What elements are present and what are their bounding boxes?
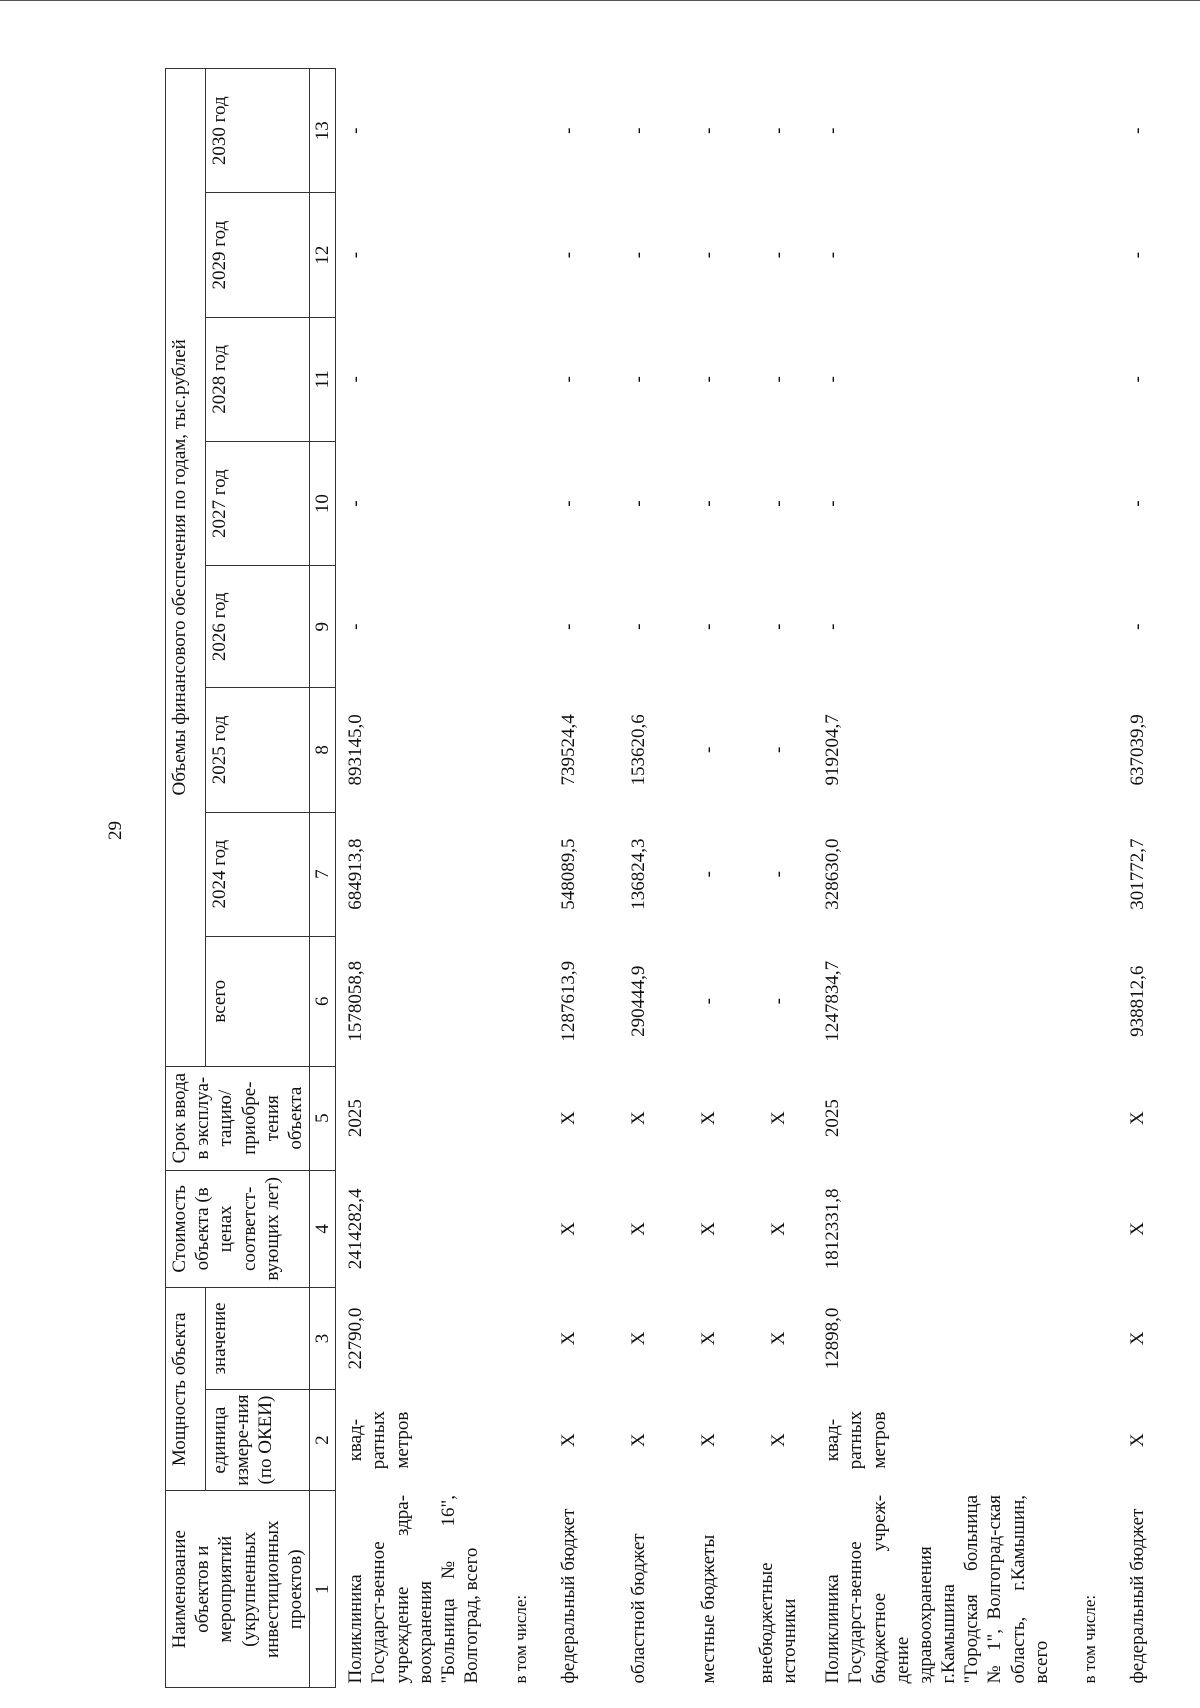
header-volumes: Объемы финансового обеспечения по годам, тыс.рублей	[166, 69, 206, 1067]
row-cell-col-8: -	[767, 746, 789, 754]
row-cell-col-7: 684913,8	[345, 838, 367, 910]
table-row	[1055, 69, 1103, 1688]
row-cell-col-2: квад-ратных метров	[822, 1411, 890, 1470]
table-body	[336, 69, 1173, 1688]
row-cell-col-8: 893145,0	[345, 714, 367, 786]
row-cell-col-7: -	[697, 870, 719, 878]
row-cell-col-12: -	[767, 251, 789, 259]
table-row	[533, 69, 603, 1688]
row-cell-col-13: -	[557, 127, 579, 134]
row-cell-col-7: 548089,5	[557, 838, 579, 910]
header-total: всего	[205, 936, 310, 1066]
column-number-6: 6	[310, 936, 336, 1066]
row-cell-col-11: -	[1127, 376, 1149, 383]
row-cell-col-12: -	[627, 251, 649, 259]
row-name: областной бюджет	[627, 1533, 649, 1684]
row-cell-col-11: -	[345, 376, 367, 383]
row-cell-col-5: X	[767, 1111, 789, 1126]
row-cell-col-13: -	[627, 127, 649, 134]
table-row	[485, 69, 533, 1688]
row-cell-col-12: -	[1127, 251, 1149, 259]
column-numbers-row	[310, 69, 336, 1688]
header-capacity: Мощность объекта	[166, 1288, 206, 1491]
header-year-2026: 2026 год	[205, 566, 310, 688]
row-cell-col-12: -	[557, 251, 579, 259]
row-cell-col-5: X	[1127, 1111, 1149, 1126]
row-label: в том числе:	[510, 1594, 530, 1684]
column-number-9: 9	[310, 566, 336, 688]
header-year-2030: 2030 год	[205, 69, 310, 193]
row-cell-col-9: -	[345, 623, 367, 630]
row-cell-col-10: -	[627, 500, 649, 507]
row-cell-col-6: -	[697, 998, 719, 1005]
row-cell-col-10: -	[557, 500, 579, 507]
row-cell-col-2: X	[697, 1433, 719, 1447]
table-row	[336, 69, 486, 1688]
table-row	[743, 69, 813, 1688]
header-unit: единица измере-ния (по ОКЕИ)	[205, 1389, 310, 1491]
row-cell-col-10: -	[345, 500, 367, 507]
row-cell-col-7: 301772,7	[1127, 838, 1149, 910]
row-cell-col-10: -	[1127, 500, 1149, 507]
row-cell-col-6: 290444,9	[627, 965, 649, 1037]
row-cell-col-12: -	[822, 251, 844, 259]
row-cell-col-13: -	[345, 127, 367, 134]
row-cell-col-2: X	[557, 1433, 579, 1447]
column-number-3: 3	[310, 1288, 336, 1390]
row-cell-col-6: 1578058,8	[345, 960, 367, 1042]
header-year-2024: 2024 год	[205, 812, 310, 936]
row-cell-col-4: X	[1127, 1221, 1149, 1236]
row-cell-col-4: X	[697, 1221, 719, 1236]
rotated-page	[165, 68, 1200, 1688]
row-cell-col-10: -	[697, 500, 719, 507]
row-cell-col-11: -	[557, 376, 579, 383]
row-cell-col-9: -	[767, 623, 789, 630]
row-cell-col-4: X	[627, 1221, 649, 1236]
column-number-8: 8	[310, 688, 336, 812]
row-cell-col-8: 919204,7	[822, 714, 844, 786]
row-cell-col-10: -	[767, 500, 789, 507]
row-cell-col-5: X	[627, 1111, 649, 1126]
page-top-rule	[0, 0, 1200, 1]
row-cell-col-4: X	[557, 1221, 579, 1236]
row-cell-col-6: -	[767, 998, 789, 1005]
table-row	[1103, 69, 1173, 1688]
row-cell-col-11: -	[767, 376, 789, 383]
row-cell-col-4: 1812331,8	[822, 1188, 844, 1270]
row-name: федеральный бюджет	[1127, 1508, 1149, 1684]
row-cell-col-5: 2025	[822, 1099, 844, 1138]
row-cell-col-9: -	[1127, 623, 1149, 630]
row-cell-col-7: -	[767, 870, 789, 878]
row-cell-col-4: X	[767, 1221, 789, 1236]
row-cell-col-12: -	[345, 251, 367, 259]
header-cost: Стоимость объекта (в ценах соответст-вующих лет)	[166, 1170, 310, 1287]
row-cell-col-6: 1287613,9	[557, 960, 579, 1042]
column-number-13: 13	[310, 69, 336, 193]
row-cell-col-2: X	[627, 1433, 649, 1447]
column-number-1: 1	[310, 1491, 336, 1688]
header-year-2027: 2027 год	[205, 441, 310, 565]
header-year-2025: 2025 год	[205, 688, 310, 812]
row-cell-col-13: -	[1127, 127, 1149, 134]
row-cell-col-3: X	[557, 1331, 579, 1346]
column-number-10: 10	[310, 441, 336, 565]
column-number-5: 5	[310, 1066, 336, 1170]
row-cell-col-11: -	[697, 376, 719, 383]
row-cell-col-3: 12898,0	[822, 1307, 844, 1370]
row-cell-col-2: квад-ратных метров	[345, 1411, 413, 1470]
row-cell-col-3: 22790,0	[345, 1307, 367, 1370]
column-number-4: 4	[310, 1170, 336, 1287]
header-value: значение	[205, 1288, 310, 1390]
row-cell-col-9: -	[697, 623, 719, 630]
row-name: федеральный бюджет	[557, 1508, 579, 1684]
row-cell-col-3: X	[627, 1331, 649, 1346]
column-number-7: 7	[310, 812, 336, 936]
row-cell-col-9: -	[627, 623, 649, 630]
row-cell-col-3: X	[697, 1331, 719, 1346]
row-label: в том числе:	[1080, 1594, 1100, 1684]
row-cell-col-3: X	[1127, 1331, 1149, 1346]
row-name: Поликлиника Государст-венное учреждение здра-воохранения "Больница № 16", Волгоград, всего	[345, 1494, 483, 1684]
table-row	[813, 69, 1055, 1688]
row-cell-col-5: 2025	[345, 1099, 367, 1138]
row-cell-col-2: X	[767, 1433, 789, 1447]
row-cell-col-8: 637039,9	[1127, 714, 1149, 786]
page-number: 29	[105, 821, 126, 840]
column-number-11: 11	[310, 317, 336, 441]
row-cell-col-7: 136824,3	[627, 838, 649, 910]
row-cell-col-5: X	[557, 1111, 579, 1126]
row-cell-col-4: 2414282,4	[345, 1188, 367, 1270]
header-year-2028: 2028 год	[205, 317, 310, 441]
row-cell-col-9: -	[557, 623, 579, 630]
column-number-2: 2	[310, 1389, 336, 1491]
row-cell-col-3: X	[767, 1331, 789, 1346]
header-term: Срок ввода в эксплуа-тацию/ приобре-тения объекта	[166, 1066, 310, 1170]
row-cell-col-7: 328630,0	[822, 838, 844, 910]
row-cell-col-6: 938812,6	[1127, 965, 1149, 1037]
row-cell-col-8: -	[697, 746, 719, 754]
row-cell-col-2: X	[1127, 1433, 1149, 1447]
investment-table	[165, 68, 1173, 1688]
header-year-2029: 2029 год	[205, 193, 310, 317]
table-row	[603, 69, 673, 1688]
row-name: местные бюджеты	[697, 1534, 719, 1684]
row-cell-col-13: -	[767, 127, 789, 134]
row-name: Поликлиника Государст-венное бюджетное учреж-дение здравоохранения г.Камышина "Городская больница № 1", Волгоград-ская область, г.Камышин, всего	[822, 1494, 1052, 1684]
row-cell-col-5: X	[697, 1111, 719, 1126]
table-row	[673, 69, 743, 1688]
row-name: внебюджетные источники	[756, 1562, 801, 1684]
row-cell-col-11: -	[627, 376, 649, 383]
header-name: Наименование объектов и мероприятий (укрупненных инвестиционных проектов)	[166, 1491, 310, 1688]
row-cell-col-13: -	[822, 127, 844, 134]
row-cell-col-9: -	[822, 623, 844, 630]
row-cell-col-10: -	[822, 500, 844, 507]
row-cell-col-8: 153620,6	[627, 714, 649, 786]
row-cell-col-11: -	[822, 376, 844, 383]
row-cell-col-6: 1247834,7	[822, 960, 844, 1042]
row-cell-col-13: -	[697, 127, 719, 134]
column-number-12: 12	[310, 193, 336, 317]
row-cell-col-12: -	[697, 251, 719, 259]
row-cell-col-8: 739524,4	[557, 714, 579, 786]
